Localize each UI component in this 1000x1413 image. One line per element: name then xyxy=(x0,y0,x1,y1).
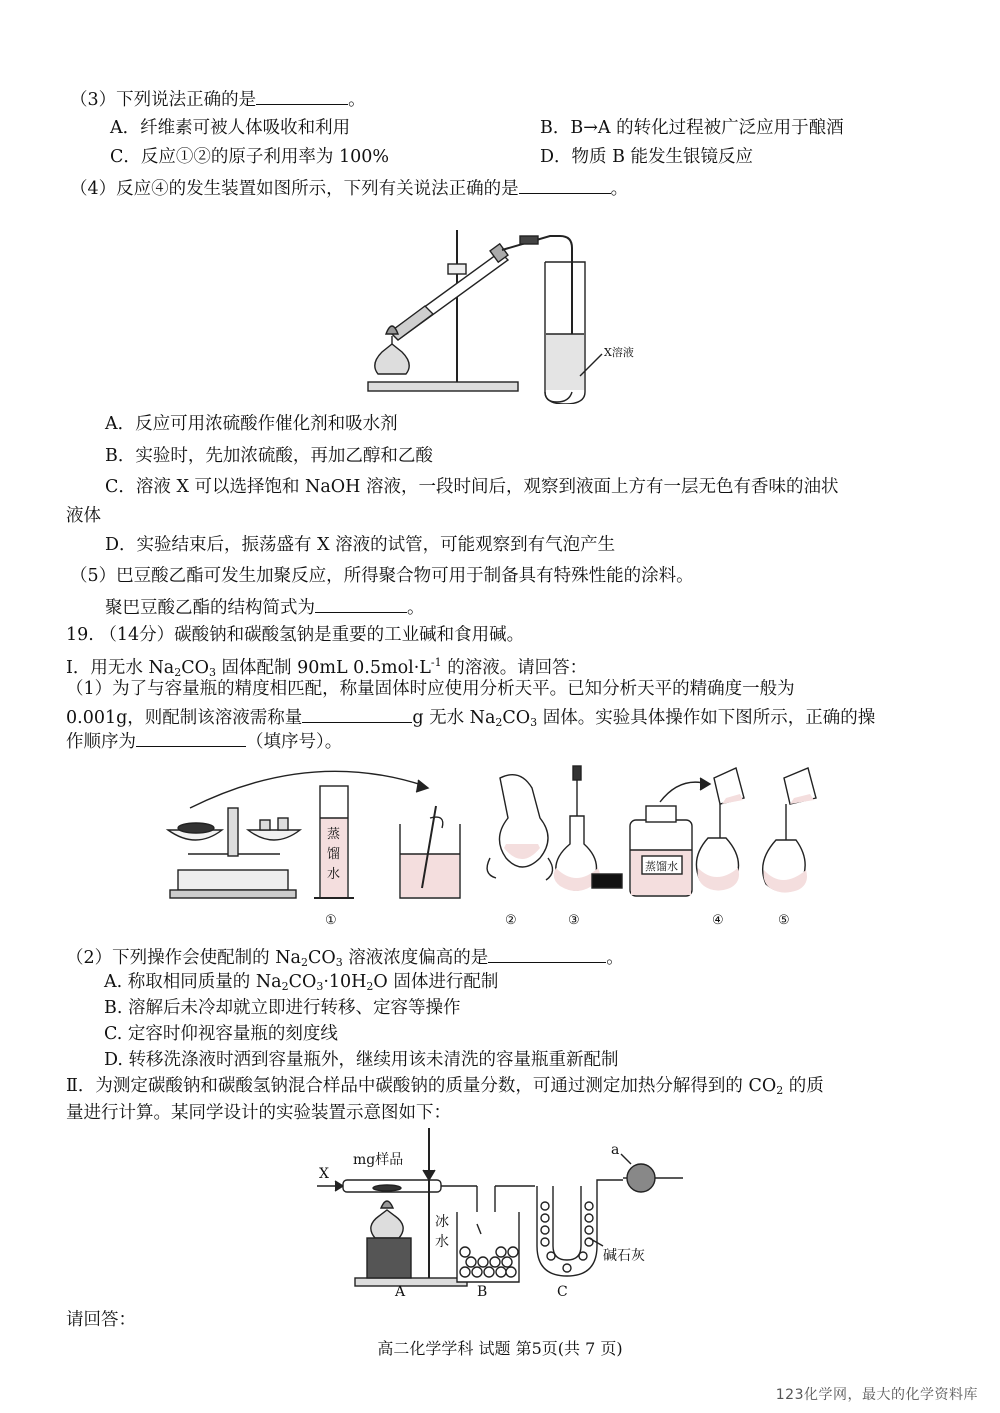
fig-label-text: 水 xyxy=(327,867,341,882)
answer-blank[interactable] xyxy=(136,728,246,747)
q19-p2-stem: （2）下列操作会使配制的 $Na_2CO_3$ 溶液浓度偏高的是 。 xyxy=(66,944,624,975)
apparatus-b-label: B xyxy=(477,1284,488,1300)
solution-preparation-figure xyxy=(160,758,835,938)
step-label: ③ xyxy=(568,913,580,928)
q19-p1-line3: 作顺序为 （填序号）。 xyxy=(66,728,342,754)
q19-part1-intro: I．用无水 $Na_2CO_3$ 固体配制 90mL $0.5mol\cdot L^{-1}$ 的溶液。请回答： xyxy=(66,656,588,679)
step-label: ④ xyxy=(712,913,724,928)
q4-option-c: C．溶液 X 可以选择饱和 NaOH 溶液，一段时间后，观察到液面上方有一层无色有香味的油状 xyxy=(105,477,839,497)
x-solution-label: X溶液 xyxy=(604,346,634,359)
q4-option-a: A．反应可用浓硫酸作催化剂和吸水剂 xyxy=(105,414,398,434)
answer-blank[interactable] xyxy=(488,944,606,963)
esterification-apparatus-figure xyxy=(350,214,650,404)
answer-blank[interactable] xyxy=(519,175,611,194)
q19-p2-option-a: A. 称取相同质量的 $Na_2CO_3\cdot 10H_2O$ 固体进行配制 xyxy=(104,972,499,993)
soda-lime-label: 碱石灰 xyxy=(603,1248,645,1264)
q4-option-d: D．实验结束后，振荡盛有 X 溶液的试管，可能观察到有气泡产生 xyxy=(105,535,616,555)
q19-p2-option-b: B. 溶解后未冷却就立即进行转移、定容等操作 xyxy=(104,998,461,1018)
q4-option-c-cont: 液体 xyxy=(66,506,101,526)
q3-option-b: B．B→A 的转化过程被广泛应用于酿酒 xyxy=(540,118,844,138)
q19-part2-line2: 量进行计算。某同学设计的实验装置示意图如下： xyxy=(66,1103,451,1123)
answer-prompt: 请回答： xyxy=(66,1310,136,1330)
fig-label-text: 蒸馏水 xyxy=(645,860,678,873)
sample-label: mg样品 xyxy=(353,1152,404,1168)
step-label: ① xyxy=(325,913,337,928)
q4-stem: （4）反应④的发生装置如图所示，下列有关说法正确的是 。 xyxy=(70,175,628,201)
q19-part2-line1: Ⅱ．为测定碳酸钠和碳酸氢钠混合样品中碳酸钠的质量分数，可通过测定加热分解得到的 $CO_2$ 的质 xyxy=(66,1076,824,1097)
apparatus-a-label: A xyxy=(395,1284,406,1300)
q3-stem: （3）下列说法正确的是 。 xyxy=(70,86,366,112)
q19-p2-option-d: D. 转移洗涤液时洒到容量瓶外，继续用该未清洗的容量瓶重新配制 xyxy=(104,1050,619,1070)
q19-p1-line1: （1）为了与容量瓶的精度相匹配，称量固体时应使用分析天平。已知分析天平的精确度一般为 xyxy=(66,679,795,699)
fig-label-text: 馏 xyxy=(327,847,341,862)
drying-tube-a-label: a xyxy=(611,1142,620,1158)
watermark: 123化学网，最大的化学资料库 xyxy=(775,1387,978,1403)
x-inlet-label: X xyxy=(319,1166,329,1182)
fig-label-text: 蒸 xyxy=(327,827,341,842)
ice-water-label: 水 xyxy=(435,1234,449,1250)
q5-line1: （5）巴豆酸乙酯可发生加聚反应，所得聚合物可用于制备具有特殊性能的涂料。 xyxy=(70,566,694,586)
q3-option-c: C．反应①②的原子利用率为 100% xyxy=(110,147,389,167)
step-label: ⑤ xyxy=(778,913,790,928)
co2-measurement-apparatus-figure xyxy=(305,1126,695,1306)
q19-header: 19. （14分）碳酸钠和碳酸氢钠是重要的工业碱和食用碱。 xyxy=(66,625,525,645)
answer-blank[interactable] xyxy=(315,594,407,613)
answer-blank[interactable] xyxy=(256,86,348,105)
q19-p1-line2: 0.001g，则配制该溶液需称量 g 无水 $Na_2CO_3$ 固体。实验具体操作如下图所示，正确的操 xyxy=(66,704,875,735)
step-label: ② xyxy=(505,913,517,928)
q4-option-b: B．实验时，先加浓硫酸，再加乙醇和乙酸 xyxy=(105,446,433,466)
page-footer: 高二化学学科 试题 第5页(共 7 页) xyxy=(377,1339,623,1358)
apparatus-c-label: C xyxy=(557,1284,568,1300)
q3-option-a: A．纤维素可被人体吸收和利用 xyxy=(110,118,351,138)
q19-p2-option-c: C. 定容时仰视容量瓶的刻度线 xyxy=(104,1024,338,1044)
ice-water-label: 冰 xyxy=(435,1214,449,1230)
answer-blank[interactable] xyxy=(302,704,412,723)
q3-option-d: D．物质 B 能发生银镜反应 xyxy=(540,147,754,167)
q5-line2: 聚巴豆酸乙酯的结构简式为 。 xyxy=(105,594,425,620)
